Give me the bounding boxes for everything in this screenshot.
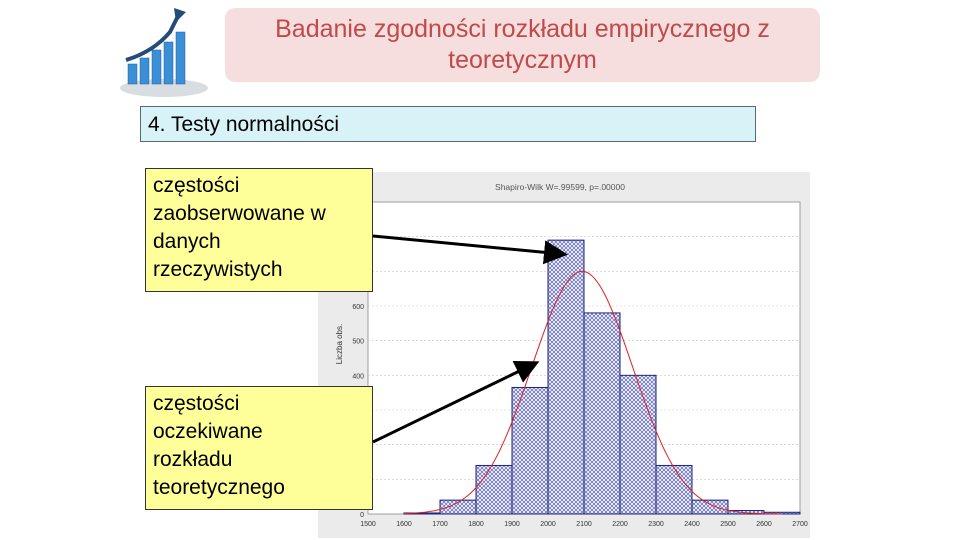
histogram-bar <box>620 375 656 514</box>
callout-observed-frequencies <box>145 168 373 292</box>
histogram-chart <box>318 172 810 538</box>
histogram-bar <box>476 465 512 514</box>
callout-expected-frequencies <box>145 386 373 510</box>
callout-expected-line: oczekiwane <box>153 420 263 443</box>
growth-chart-logo-icon <box>118 2 218 98</box>
x-tick-label: 2000 <box>540 521 556 528</box>
callout-observed-line: rzeczywistych <box>153 258 283 281</box>
histogram-bar <box>656 465 692 514</box>
x-tick-label: 2300 <box>648 521 664 528</box>
section-heading: 4. Testy normalności <box>140 106 756 142</box>
x-tick-label: 2100 <box>576 521 592 528</box>
y-axis-label: Liczba obs. <box>335 323 344 365</box>
y-tick-label: 600 <box>352 304 364 311</box>
slide-title-line2: teoretycznym <box>448 46 597 74</box>
callout-observed-line: zaobserwowane w <box>153 202 326 225</box>
histogram-bar <box>692 500 728 514</box>
callout-expected-line: częstości <box>153 392 240 415</box>
x-tick-label: 1900 <box>504 521 520 528</box>
x-tick-label: 2200 <box>612 521 628 528</box>
callout-observed-line: częstości <box>153 174 240 197</box>
callout-expected-line: teoretycznego <box>153 476 285 499</box>
y-tick-label: 500 <box>352 338 364 346</box>
x-tick-label: 2500 <box>720 521 736 528</box>
callout-expected-line: rozkładu <box>153 448 233 471</box>
x-tick-label: 1700 <box>432 521 448 528</box>
x-tick-label: 2700 <box>792 521 808 528</box>
slide-title <box>225 8 820 82</box>
histogram-bar <box>584 313 620 514</box>
chart-title: Shapiro-Wilk W=.99599, p=.00000 <box>495 182 625 192</box>
callout-observed-line: danych <box>153 230 221 253</box>
x-tick-label: 1600 <box>396 521 412 528</box>
x-tick-label: 1500 <box>360 521 376 528</box>
histogram-bar <box>548 240 584 514</box>
y-tick-label: 0 <box>360 512 364 519</box>
x-tick-label: 1800 <box>468 521 484 528</box>
x-tick-label: 2600 <box>756 521 772 528</box>
slide-title-line1: Badanie zgodności rozkładu empirycznego z <box>275 15 770 43</box>
x-tick-label: 2400 <box>684 521 700 528</box>
y-tick-label: 400 <box>352 373 364 381</box>
